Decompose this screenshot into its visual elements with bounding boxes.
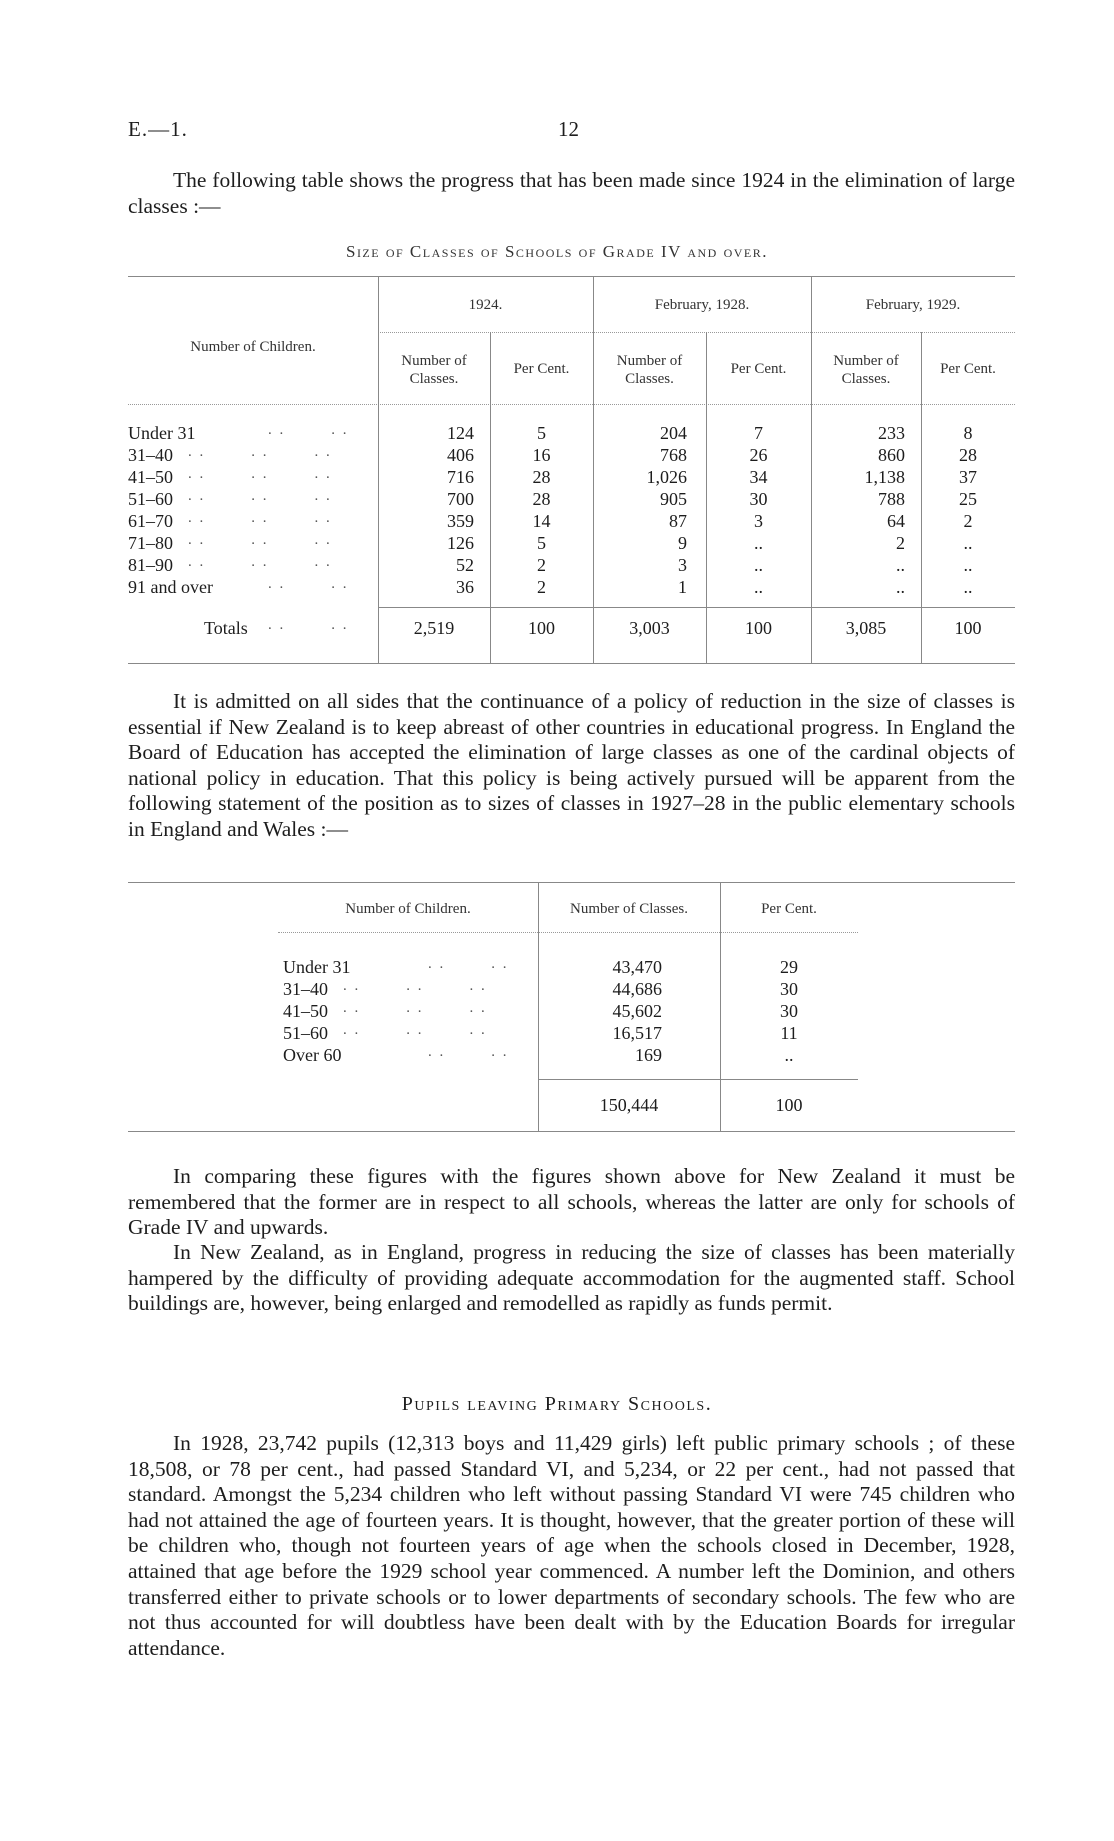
leader-dots: . . . . . . [343,978,487,994]
table-cell: In comparing these figures with the figures shown above for New Zealand it must be remembered that the former are in respect to all schools, whereas the latter are only for schools of Grade IV and upwards. [128,1164,1015,1240]
table-cell: 359 [447,511,474,531]
table-cell: .. [784,1045,794,1065]
table-cell: 788 [878,489,905,509]
sub-header-percent: Per Cent. [730,361,787,377]
rule-line [128,663,1015,664]
document-reference: E.—1. [128,117,188,141]
sub-header-classes: Number of Classes. [833,353,899,387]
table-cell: 16,517 [612,1023,662,1043]
table-cell: 36 [456,577,474,597]
table-cell: 126 [447,533,474,553]
table-cell: 61–70 [128,511,173,531]
table-cell: 768 [660,445,687,465]
table-cell: 3 [678,555,687,575]
leader-dots: . . . . [268,617,349,633]
table-cell: 81–90 [128,555,173,575]
table-cell: 100 [775,1095,803,1115]
leader-dots: . . . . . . [188,444,332,460]
table-cell: 41–50 [283,1001,328,1021]
table-cell: 2,519 [413,618,455,638]
table-cell: 5 [537,423,546,443]
table2-header-classes: Number of Classes. [570,901,688,917]
sub-header-percent: Per Cent. [513,361,570,377]
leader-dots: . . . . . . [188,488,332,504]
intro-paragraph-text: The following table shows the progress that has been made since 1924 in the elimination of large classes :— [128,168,1015,218]
table-cell: 1,138 [864,467,905,487]
intro-paragraph [128,168,1015,219]
table-cell: 51–60 [283,1023,328,1043]
table-cell: 5 [537,533,546,553]
table-cell: 860 [878,445,905,465]
table-cell: 9 [678,533,687,553]
table-cell: 233 [878,423,905,443]
table-cell: 716 [447,467,474,487]
leader-dots: . . . . . . [343,1000,487,1016]
pupils-leaving-paragraph [128,1431,1015,1661]
table-cell: Over 60 [283,1045,342,1065]
table-cell: It is admitted on all sides that the continuance of a policy of reduction in the size of classes is essential if New Zealand is to keep abreast of other countries in educational progress. In England the Board of Education has accepted the elimination of large classes as one of the cardinal objects of national policy in education. That this policy is being actively pursued will be apparent from the following statement of the position as to sizes of classes in 1927–28 in the public elementary schools in England and Wales :— [128,689,1015,841]
table-cell: 41–50 [128,467,173,487]
leader-dots: . . . . . . [188,510,332,526]
table-cell: 51–60 [128,489,173,509]
table-cell: 14 [532,511,551,531]
table-cell: 700 [447,489,474,509]
table-cell: 25 [959,489,977,509]
accommodation-paragraph [128,1240,1015,1317]
table-cell: 45,602 [612,1001,662,1021]
table-cell: 169 [635,1045,662,1065]
table-cell: .. [963,533,973,553]
table-cell: Under 31 [128,423,196,443]
table-cell: 28 [532,467,551,487]
table-cell: .. [754,577,763,597]
table-cell: 34 [749,467,768,487]
table-cell: 43,470 [612,957,662,977]
table-cell: In 1928, 23,742 pupils (12,313 boys and 11,429 girls) left public primary schools ; of these 18,508, or 78 per cent., had passed Standard VI, and 5,234, or 22 per cent., had not passed that standard. Amongst the 5,234 children who left without passing Standard VI were 745 children who had not attained the age of fourteen years. It is thought, however, that the greater portion of these will be children who, though not fourteen years of age when the schools closed in December, 1928, attained that age before the 1929 school year commenced. A number left the Dominion, and others transferred either to private schools or to lower departments of secondary schools. The few who are not thus accounted for will doubtless have been dealt with by the Education Boards for irregular attendance. [128,1431,1015,1660]
table-cell: 28 [532,489,551,509]
table-cell: 44,686 [612,979,662,999]
table-cell: 905 [660,489,687,509]
table-cell: 7 [754,423,763,443]
row-header: Number of Children. [190,339,316,355]
table-cell: .. [754,533,763,553]
table-cell: 100 [528,618,555,638]
leader-dots: . . . . . . [188,466,332,482]
table-cell: 87 [669,511,687,531]
sub-header-classes: Number of Classes. [401,353,467,387]
period-feb-1928: February, 1928. [654,297,750,313]
table-cell: 1 [678,577,687,597]
table-cell: 30 [780,979,798,999]
table-cell: 406 [447,445,474,465]
leader-dots: . . . . . . [343,1022,487,1038]
table1-caption: Size of Classes of Schools of Grade IV and over. [345,242,768,261]
table-cell: .. [754,555,763,575]
table-cell: 204 [660,423,687,443]
rule-line [128,404,1015,405]
table-cell: 3 [754,511,763,531]
table-cell: 2 [896,533,905,553]
table-cell: 100 [745,618,772,638]
table-cell: 100 [954,618,982,638]
sub-header-percent: Per Cent. [940,361,996,377]
leader-dots: . . . . [268,422,349,438]
leader-dots: . . . . [428,956,509,972]
period-1924: 1924. [468,297,503,313]
table-cell: 71–80 [128,533,173,553]
table-cell: 31–40 [283,979,328,999]
table-cell: 2 [537,577,546,597]
table-cell: 2 [537,555,546,575]
table-cell: 16 [532,445,551,465]
table-cell: 31–40 [128,445,173,465]
table-cell: 37 [959,467,977,487]
table-cell: 3,085 [845,618,887,638]
table-cell: Under 31 [283,957,351,977]
table-cell: 28 [959,445,977,465]
table-cell: 52 [456,555,474,575]
leader-dots: . . . . [268,576,349,592]
table-cell: .. [896,577,905,597]
class-size-table-nz [128,276,1015,664]
table2-header-percent: Per Cent. [761,901,817,917]
table-cell: .. [963,577,973,597]
class-size-table-england [128,882,1015,1132]
leader-dots: . . . . [428,1044,509,1060]
table2-header-children: Number of Children. [345,901,471,917]
policy-paragraph [128,689,1015,843]
table-cell: 11 [780,1023,798,1043]
rule-line [378,607,1015,608]
comparison-paragraph [128,1164,1015,1241]
table-cell: 124 [447,423,474,443]
period-feb-1929: February, 1929. [865,297,961,313]
section-heading: Pupils leaving Primary Schools. [401,1393,713,1415]
table-cell: 64 [887,511,905,531]
table-cell: .. [896,555,905,575]
table-cell: 2 [963,511,973,531]
table-cell: 150,444 [599,1095,659,1115]
rule-line [128,882,1015,883]
table-cell: Totals [204,618,248,638]
rule-line [378,332,1015,333]
table-cell: 91 and over [128,577,213,597]
table-cell: 30 [780,1001,798,1021]
rule-line [128,276,1015,277]
sub-header-classes: Number of Classes. [616,353,683,387]
rule-line [128,1131,1015,1132]
table-cell: 8 [963,423,973,443]
table-cell: 29 [780,957,798,977]
rule-line [278,932,858,933]
table-cell: 1,026 [646,467,687,487]
leader-dots: . . . . . . [188,532,332,548]
table-cell: 30 [749,489,768,509]
rule-line [538,1079,858,1080]
table-cell: 26 [749,445,768,465]
leader-dots: . . . . . . [188,554,332,570]
page-number: 12 [558,117,579,141]
table-cell: 3,003 [629,618,670,638]
table-cell: .. [963,555,973,575]
table-cell: In New Zealand, as in England, progress in reducing the size of classes has been materially hampered by the difficulty of providing adequate accommodation for the augmented staff. School buildings are, however, being enlarged and remodelled as rapidly as funds permit. [128,1240,1015,1316]
